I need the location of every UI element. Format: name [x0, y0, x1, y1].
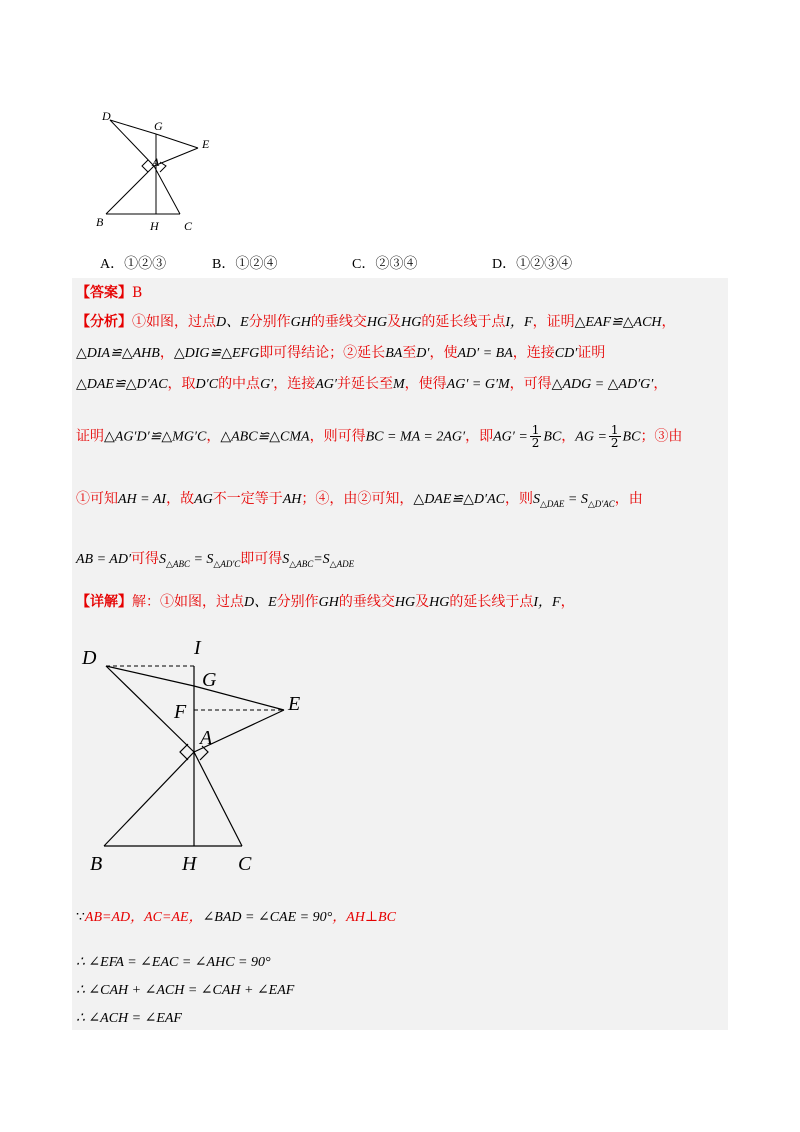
math-expr: HG [366, 315, 388, 330]
choice-a[interactable]: A．①②③ [100, 257, 167, 272]
analysis-text: 的垂线交 [310, 314, 367, 330]
analysis-text: ， [661, 314, 676, 330]
analysis-text: ，证明 [532, 314, 575, 330]
math-expr: GH [318, 595, 339, 610]
analysis-text: 可得 [131, 551, 160, 567]
math-part: = S [564, 492, 588, 507]
math-expr: △DIG≌△EFG [173, 346, 260, 361]
math-expr: AH = AI [118, 492, 167, 507]
analysis-text: ，取 [167, 376, 196, 392]
label-f: F [174, 701, 187, 723]
analysis-text: 证明 [76, 428, 104, 445]
detail-text: 分别作 [276, 594, 319, 610]
analysis-line-2 [76, 342, 605, 365]
label-e: E [288, 693, 301, 715]
math-expr: M [392, 377, 405, 392]
label-b: B [96, 215, 104, 229]
choice-d[interactable]: D．①②③④ [492, 257, 573, 272]
analysis-text: ，则可得 [309, 428, 366, 445]
math-subscript: △DAE [539, 498, 565, 509]
math-expr: AG [194, 492, 213, 507]
label-a: A [152, 155, 160, 169]
analysis-text: ，连接 [512, 345, 555, 361]
math-expr: △DAE≌△D′AC [76, 377, 168, 392]
choice-c[interactable]: C．②③④ [352, 257, 418, 272]
math-expr: BC [543, 429, 562, 445]
segment-ab [104, 752, 194, 846]
analysis-text: ， [206, 428, 221, 445]
math-expr: △ABC≌△CMA [220, 429, 310, 445]
proof-line-4: ∴ ∠ACH = ∠EAF [76, 1011, 182, 1026]
math-expr: BC = MA = 2AG′ [365, 429, 466, 445]
analysis-line-3 [76, 373, 667, 396]
math-expr: AG′ = [493, 429, 528, 445]
math-expr: HG [429, 595, 450, 610]
math-expr: △EAF≌△ACH [574, 315, 662, 330]
proof-line-2: ∴ ∠EFA = ∠EAC = ∠AHC = 90° [76, 955, 271, 970]
analysis-text: 即可得结论；②延长 [259, 345, 386, 361]
fraction [609, 424, 621, 449]
proof-line-3: ∴ ∠CAH + ∠ACH = ∠CAH + ∠EAF [76, 983, 295, 998]
label-g: G [202, 669, 217, 691]
segment-ae [154, 148, 198, 166]
label-h: H [182, 853, 197, 875]
label-g: G [154, 119, 163, 133]
analysis-text: ①如图，过点 [132, 314, 216, 330]
fraction-numerator: 1 [531, 423, 540, 437]
proof-given: AB=AD，AC=AE， [84, 910, 203, 925]
segment-ab [106, 166, 154, 214]
math-subscript: △ABC [166, 558, 190, 569]
analysis-text: 的中点 [218, 376, 261, 392]
math-expr: D′ [416, 346, 430, 361]
choice-b[interactable]: B．①②④ [212, 257, 278, 272]
proof-given: ，AH⊥BC [332, 910, 396, 925]
fraction-denominator: 2 [531, 436, 540, 450]
analysis-text: 即可得 [240, 551, 283, 567]
analysis-text: ， [653, 376, 668, 392]
analysis-text: ；④，由②可知， [301, 491, 414, 507]
math-expr: AG′ [315, 377, 337, 392]
segment-ac [154, 166, 180, 214]
analysis-text: 至 [402, 345, 417, 361]
math-expr: ∠BAD = ∠CAE = 90° [202, 910, 333, 925]
math-expr: G′ [260, 377, 274, 392]
answer-tag: 【答案】 [76, 285, 132, 301]
math-part: S [159, 552, 167, 567]
answer-value: B [132, 285, 143, 301]
math-expr: D′C [195, 377, 219, 392]
math-expr: AG′ = G′M [446, 377, 510, 392]
math-expr [282, 552, 354, 567]
math-part: = S [189, 552, 214, 567]
proof-line-1 [76, 906, 396, 929]
math-expr: D、E [244, 595, 277, 610]
label-a: A [200, 727, 213, 749]
analysis-text: ， [159, 345, 174, 361]
analysis-text: ，即 [465, 428, 494, 445]
analysis-text: 不一定等于 [212, 491, 283, 507]
analysis-text: ，使 [429, 345, 458, 361]
analysis-text: ；③由 [640, 428, 683, 445]
label-e: E [202, 137, 210, 151]
math-expr: D、E [216, 315, 249, 330]
math-part: S [532, 492, 540, 507]
label-i: I [194, 637, 201, 659]
math-expr: AH [282, 492, 302, 507]
detail-line-1 [76, 591, 575, 614]
math-expr: I，F [505, 315, 533, 330]
math-expr: BC [622, 429, 641, 445]
label-d: D [102, 109, 111, 123]
analysis-text: ，由 [614, 491, 643, 507]
analysis-text: ，故 [166, 491, 195, 507]
large-geometry-figure [78, 630, 338, 880]
analysis-text: ， [561, 428, 576, 445]
math-expr: HG [394, 595, 416, 610]
analysis-text: 的延长线于点 [421, 314, 506, 330]
analysis-line-4 [76, 424, 682, 449]
label-d: D [82, 647, 97, 669]
fraction-denominator: 2 [610, 436, 619, 450]
analysis-text: ①可知 [76, 491, 118, 507]
fraction [530, 424, 542, 449]
math-expr [159, 552, 240, 567]
math-part: S [282, 552, 290, 567]
math-expr: I，F [533, 595, 561, 610]
math-subscript: △AD′C [213, 558, 241, 569]
segment-ge [156, 134, 198, 148]
math-subscript: △ABC [289, 558, 314, 569]
detail-text: 解：①如图，过点 [132, 594, 244, 610]
math-expr: CD′ [554, 346, 578, 361]
detail-tag: 【详解】 [76, 594, 132, 610]
math-expr: BA [385, 346, 403, 361]
detail-text: ， [560, 594, 575, 610]
analysis-line-1 [76, 311, 676, 334]
label-h: H [150, 219, 159, 233]
math-part: =S [313, 552, 330, 567]
math-expr: AG = [575, 429, 607, 445]
fraction-numerator: 1 [610, 423, 619, 437]
label-b: B [90, 853, 103, 875]
analysis-line-5 [76, 488, 643, 515]
analysis-text: 分别作 [248, 314, 291, 330]
analysis-tag: 【分析】 [76, 314, 132, 330]
detail-text: 及 [415, 594, 430, 610]
analysis-text: ，使得 [404, 376, 447, 392]
segment-dg [106, 666, 194, 686]
math-expr: AD′ = BA [457, 346, 513, 361]
analysis-text: 证明 [577, 345, 606, 361]
small-geometry-figure [90, 100, 230, 240]
segment-ac [194, 752, 242, 846]
right-angle-mark-left [142, 160, 148, 172]
math-expr: △DIA≌△AHB [76, 346, 160, 361]
analysis-text: ，连接 [273, 376, 316, 392]
math-expr [533, 492, 615, 507]
math-expr: △AG′D′≌△MG′C [104, 429, 207, 445]
detail-text: 的延长线于点 [449, 594, 534, 610]
math-expr: △DAE≌△D′AC [413, 492, 505, 507]
answer-line [76, 282, 142, 304]
analysis-text: ，则 [504, 491, 533, 507]
detail-text: 的垂线交 [338, 594, 395, 610]
right-angle-mark-left [180, 744, 188, 760]
because-symbol: ∵ [76, 909, 85, 925]
math-subscript: △ADE [329, 558, 355, 569]
label-c: C [184, 219, 193, 233]
math-expr: HG [401, 315, 422, 330]
math-expr: AB = AD′ [76, 552, 132, 567]
label-c: C [238, 853, 252, 875]
math-subscript: △D′AC [587, 498, 615, 509]
analysis-text: 并延长至 [336, 376, 393, 392]
analysis-text: ，可得 [509, 376, 552, 392]
analysis-text: 及 [387, 314, 402, 330]
math-expr: GH [290, 315, 311, 330]
analysis-line-6 [76, 548, 354, 575]
math-expr: △ADG = △AD′G′ [551, 377, 654, 392]
